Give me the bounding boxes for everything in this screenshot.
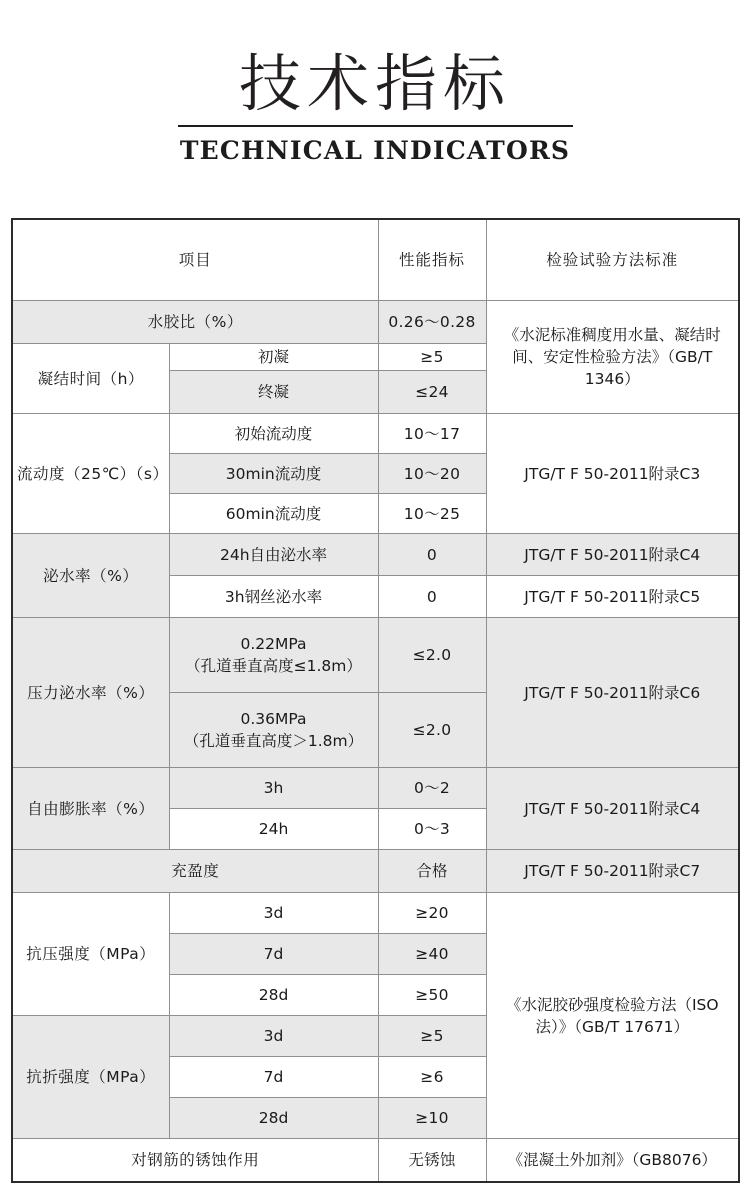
row-sub-pressure-036 [169,693,378,768]
row-sub-compressive-3d: 3d [169,893,378,934]
row-sub-expansion-24h: 24h [169,809,378,850]
table-row [12,414,739,454]
table-header-row [12,219,739,301]
row-label-free-expansion: 自由膨胀率（%） [12,768,169,850]
column-header-item: 项目 [12,219,378,301]
row-sub-compressive-28d: 28d [169,975,378,1016]
table-row [12,618,739,693]
title-divider-line [178,125,573,127]
row-value-compressive-7d: ≥40 [378,934,486,975]
table-row [12,893,739,934]
row-standard-setting-time: 《水泥标准稠度用水量、凝结时间、安定性检验方法》（GB/T 1346） [486,301,739,414]
row-standard-steel-corrosion: 《混凝土外加剂》（GB8076） [486,1139,739,1183]
row-value-initial-fluidity: 10～17 [378,414,486,454]
row-sub-flexural-7d: 7d [169,1057,378,1098]
row-sub-wire-bleeding-3h: 3h钢丝泌水率 [169,576,378,618]
row-sub-initial-set: 初凝 [169,344,378,371]
row-value-fluidity-60min: 10～25 [378,494,486,534]
row-standard-free-expansion: JTG/T F 50-2011附录C4 [486,768,739,850]
row-label-setting-time: 凝结时间（h） [12,344,169,414]
row-value-fluidity-30min: 10～20 [378,454,486,494]
row-sub-compressive-7d: 7d [169,934,378,975]
title-divider [178,125,573,127]
page-title-cn: 技术指标 [238,47,511,120]
row-label-compressive-strength: 抗压强度（MPa） [12,893,169,1016]
table-row [12,301,739,344]
technical-indicators-table-wrap [11,218,738,1183]
row-value-pressure-022: ≤2.0 [378,618,486,693]
row-label-steel-corrosion: 对钢筋的锈蚀作用 [12,1139,378,1183]
row-sub-fluidity-30min: 30min流动度 [169,454,378,494]
row-value-compressive-3d: ≥20 [378,893,486,934]
row-sub-expansion-3h: 3h [169,768,378,809]
row-standard-bleeding-3h: JTG/T F 50-2011附录C5 [486,576,739,618]
row-standard-fluidity: JTG/T F 50-2011附录C3 [486,414,739,534]
row-standard-bleeding-24h: JTG/T F 50-2011附录C4 [486,534,739,576]
table-row [12,850,739,893]
page-title-block [0,0,750,165]
row-value-final-set: ≤24 [378,371,486,414]
row-value-steel-corrosion: 无锈蚀 [378,1139,486,1183]
table-row [12,1139,739,1183]
column-header-index: 性能指标 [378,219,486,301]
pressure-022-line2: （孔道垂直高度≤1.8m） [185,657,362,676]
row-label-fluidity: 流动度（25℃）（s） [12,414,169,534]
row-sub-fluidity-60min: 60min流动度 [169,494,378,534]
row-value-expansion-3h: 0～2 [378,768,486,809]
row-value-wire-bleeding-3h: 0 [378,576,486,618]
row-value-flexural-7d: ≥6 [378,1057,486,1098]
row-sub-free-bleeding-24h: 24h自由泌水率 [169,534,378,576]
row-value-pressure-036: ≤2.0 [378,693,486,768]
page-title-en: TECHNICAL INDICATORS [179,136,571,166]
row-label-bleeding-rate: 泌水率（%） [12,534,169,618]
row-value-initial-set: ≥5 [378,344,486,371]
row-sub-flexural-3d: 3d [169,1016,378,1057]
row-value-free-bleeding-24h: 0 [378,534,486,576]
row-sub-final-set: 终凝 [169,371,378,414]
row-standard-pressure-bleeding: JTG/T F 50-2011附录C6 [486,618,739,768]
row-label-filling-degree: 充盈度 [12,850,378,893]
row-label-flexural-strength: 抗折强度（MPa） [12,1016,169,1139]
row-value-filling-degree: 合格 [378,850,486,893]
row-standard-strength: 《水泥胶砂强度检验方法（ISO法）》（GB/T 17671） [486,893,739,1139]
pressure-022-line1: 0.22MPa [240,635,307,653]
row-standard-filling-degree: JTG/T F 50-2011附录C7 [486,850,739,893]
table-row [12,534,739,576]
technical-indicators-table [11,218,740,1183]
row-value-flexural-28d: ≥10 [378,1098,486,1139]
row-label-pressure-bleeding: 压力泌水率（%） [12,618,169,768]
pressure-036-line2: （孔道垂直高度＞1.8m） [183,732,364,751]
row-sub-flexural-28d: 28d [169,1098,378,1139]
row-label-water-binder-ratio: 水胶比（%） [12,301,378,344]
row-value-expansion-24h: 0～3 [378,809,486,850]
row-sub-initial-fluidity: 初始流动度 [169,414,378,454]
row-value-flexural-3d: ≥5 [378,1016,486,1057]
row-value-water-binder-ratio: 0.26～0.28 [378,301,486,344]
pressure-036-line1: 0.36MPa [240,710,307,728]
column-header-standard: 检验试验方法标准 [486,219,739,301]
row-value-compressive-28d: ≥50 [378,975,486,1016]
row-sub-pressure-022 [169,618,378,693]
table-row [12,768,739,809]
